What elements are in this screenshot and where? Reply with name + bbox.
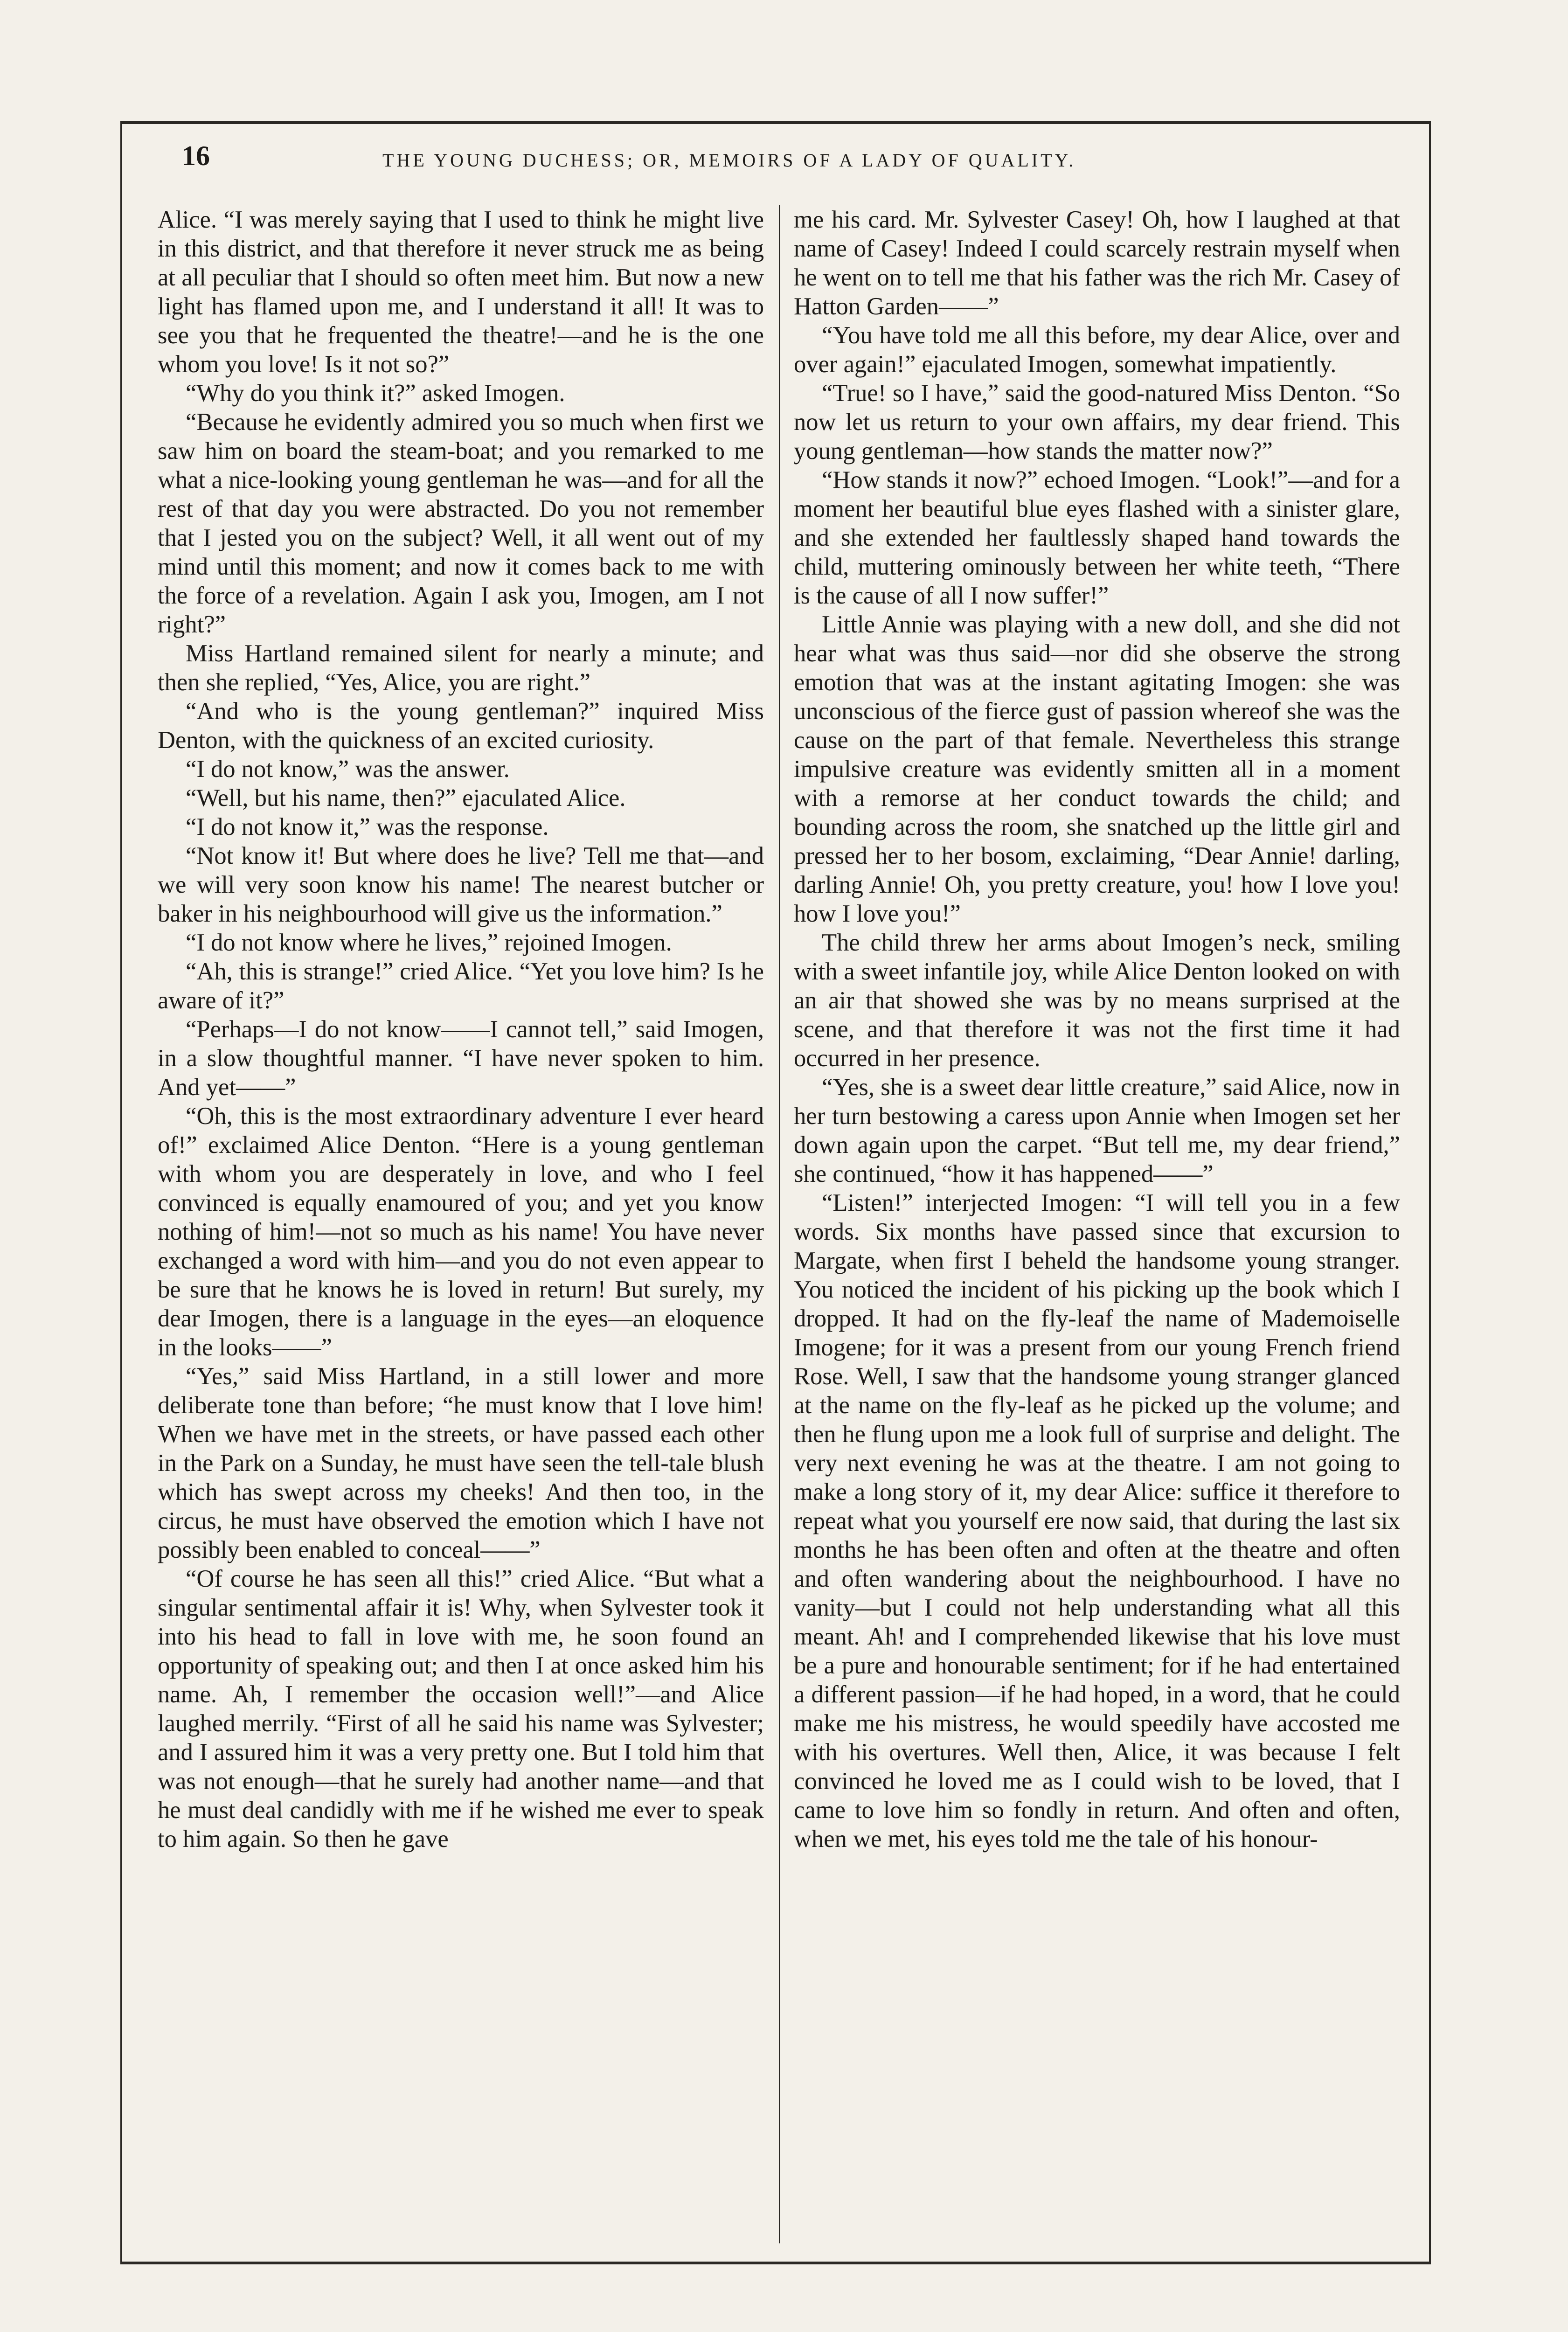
- paragraph: Alice. “I was merely saying that I used to think he might live in this district, and that therefore it never struck me as being at all peculiar that I should so often meet him. But now a new light has flamed upon me, and I understand it all! It was to see you that he frequented the theatre!—and he is the one whom you love! Is it not so?”: [158, 206, 764, 378]
- paragraph: “Well, but his name, then?” ejaculated Alice.: [186, 784, 626, 812]
- paragraph: “Yes,” said Miss Hartland, in a still lower and more deliberate tone than before; “he must know that I love him! When we have met in the streets, or have passed each other in the Park on a Sunday, he must have seen the tell-tale blush which has swept across my cheeks! And then too, in the circus, he must have observed the emotion which I have not possibly been enabled to conceal——”: [158, 1363, 764, 1563]
- paragraph: “And who is the young gentleman?” inquired Miss Denton, with the quickness of an excited curiosity.: [158, 698, 764, 754]
- paragraph: The child threw her arms about Imogen’s neck, smiling with a sweet infantile joy, while Alice Denton looked on with an air that showed she was by no means surprised at the scene, and that therefore it was not the first time it had occurred in her presence.: [794, 929, 1400, 1072]
- left-column: [158, 205, 764, 2239]
- running-head: THE YOUNG DUCHESS; OR, MEMOIRS OF A LADY OF QUALITY.: [382, 150, 1076, 171]
- page-header: [140, 140, 1408, 196]
- paragraph: “Perhaps—I do not know——I cannot tell,” said Imogen, in a slow thoughtful manner. “I have never spoken to him. And yet——”: [158, 1016, 764, 1101]
- paragraph: Little Annie was playing with a new doll, and she did not hear what was thus said—nor did she observe the strong emotion that was at the instant agitating Imogen: she was unconscious of the fierce gust of passion whereof she was the cause on the part of that female. Nevertheless this strange impulsive creature was evidently smitten all in a moment with a remorse at her conduct towards the child; and bounding across the room, she snatched up the little girl and pressed her to her bosom, exclaiming, “Dear Annie! darling, darling Annie! Oh, you pretty creature, you! how I love you! how I love you!”: [794, 611, 1400, 927]
- paragraph: “Because he evidently admired you so much when first we saw him on board the steam-boat; and you remarked to me what a nice-looking young gentleman he was—and for all the rest of that day you were abstracted. Do you not remember that I jested you on the subject? Well, it all went out of my mind until this moment; and now it comes back to me with the force of a revelation. Again I ask you, Imogen, am I not right?”: [158, 409, 764, 638]
- paragraph: “Listen!” interjected Imogen: “I will tell you in a few words. Six months have passed since that excursion to Margate, when first I beheld the handsome young stranger. You noticed the incident of his picking up the book which I dropped. It had on the fly-leaf the name of Mademoiselle Imogene; for it was a present from our young French friend Rose. Well, I saw that the handsome young stranger glanced at the name on the fly-leaf as he picked up the volume; and then he flung upon me a look full of surprise and delight. The very next evening he was at the theatre. I am not going to make a long story of it, my dear Alice: suffice it therefore to repeat what you yourself ere now said, that during the last six months he has been often and often at the theatre and often and often wandering about the neighbourhood. I have no vanity—but I could not help understanding what all this meant. Ah! and I comprehended likewise that his love must be a pure and honourable sentiment; for if he had entertained a different passion—if he had hoped, in a word, that he could make me his mistress, he would speedily have accosted me with his overtures. Well then, Alice, it was because I felt convinced he loved me as I could wish to be loved, that I came to love him so fondly in return. And often and often, when we met, his eyes told me the tale of his honour-: [794, 1189, 1400, 1853]
- paragraph: “You have told me all this before, my dear Alice, over and over again!” ejaculated Imogen, somewhat impatiently.: [794, 322, 1400, 378]
- paragraph: “I do not know,” was the answer.: [186, 756, 510, 783]
- page-number: 16: [182, 140, 210, 171]
- paragraph: “True! so I have,” said the good-natured Miss Denton. “So now let us return to your own affairs, my dear friend. This young gentleman—how stands the matter now?”: [794, 380, 1400, 465]
- paragraph: Miss Hartland remained silent for nearly a minute; and then she replied, “Yes, Alice, you are right.”: [158, 640, 764, 696]
- paragraph: “Oh, this is the most extraordinary adventure I ever heard of!” exclaimed Alice Denton. “Here is a young gentleman with whom you are desperately in love, and who I feel convinced is equally enamoured of you; and yet you know nothing of him!—not so much as his name! You have never exchanged a word with him—and you do not even appear to be sure that he knows he is loved in return! But surely, my dear Imogen, there is a language in the eyes—an eloquence in the looks——”: [158, 1103, 764, 1361]
- paragraph: “Ah, this is strange!” cried Alice. “Yet you love him? Is he aware of it?”: [158, 958, 764, 1014]
- paragraph: me his card. Mr. Sylvester Casey! Oh, how I laughed at that name of Casey! Indeed I could scarcely restrain myself when he went on to tell me that his father was the rich Mr. Casey of Hatton Garden——”: [794, 206, 1400, 320]
- paragraph: “Of course he has seen all this!” cried Alice. “But what a singular sentimental affair it is! Why, when Sylvester took it into his head to fall in love with me, he soon found an opportunity of speaking out; and then I at once asked him his name. Ah, I remember the occasion well!”—and Alice laughed merrily. “First of all he said his name was Sylvester; and I assured him it was a very pretty one. But I told him that was not enough—that he surely had another name—and that he must deal candidly with me if he wished me ever to speak to him again. So then he gave: [158, 1565, 764, 1853]
- paragraph: “I do not know it,” was the response.: [186, 813, 549, 840]
- paragraph: “Why do you think it?” asked Imogen.: [186, 380, 565, 407]
- paragraph: “Yes, she is a sweet dear little creature,” said Alice, now in her turn bestowing a caress upon Annie when Imogen set her down again upon the carpet. “But tell me, my dear friend,” she continued, “how it has happened——”: [794, 1074, 1400, 1187]
- paragraph: “Not know it! But where does he live? Tell me that—and we will very soon know his name! The nearest butcher or baker in his neighbourhood will give us the information.”: [158, 842, 764, 927]
- column-divider: [779, 205, 780, 2243]
- right-column: [794, 205, 1400, 2239]
- paragraph: “How stands it now?” echoed Imogen. “Look!”—and for a moment her beautiful blue eyes flashed with a sinister glare, and she extended her faultlessly shaped hand towards the child, muttering ominously between her white teeth, “There is the cause of all I now suffer!”: [794, 466, 1400, 609]
- paragraph: “I do not know where he lives,” rejoined Imogen.: [186, 929, 672, 956]
